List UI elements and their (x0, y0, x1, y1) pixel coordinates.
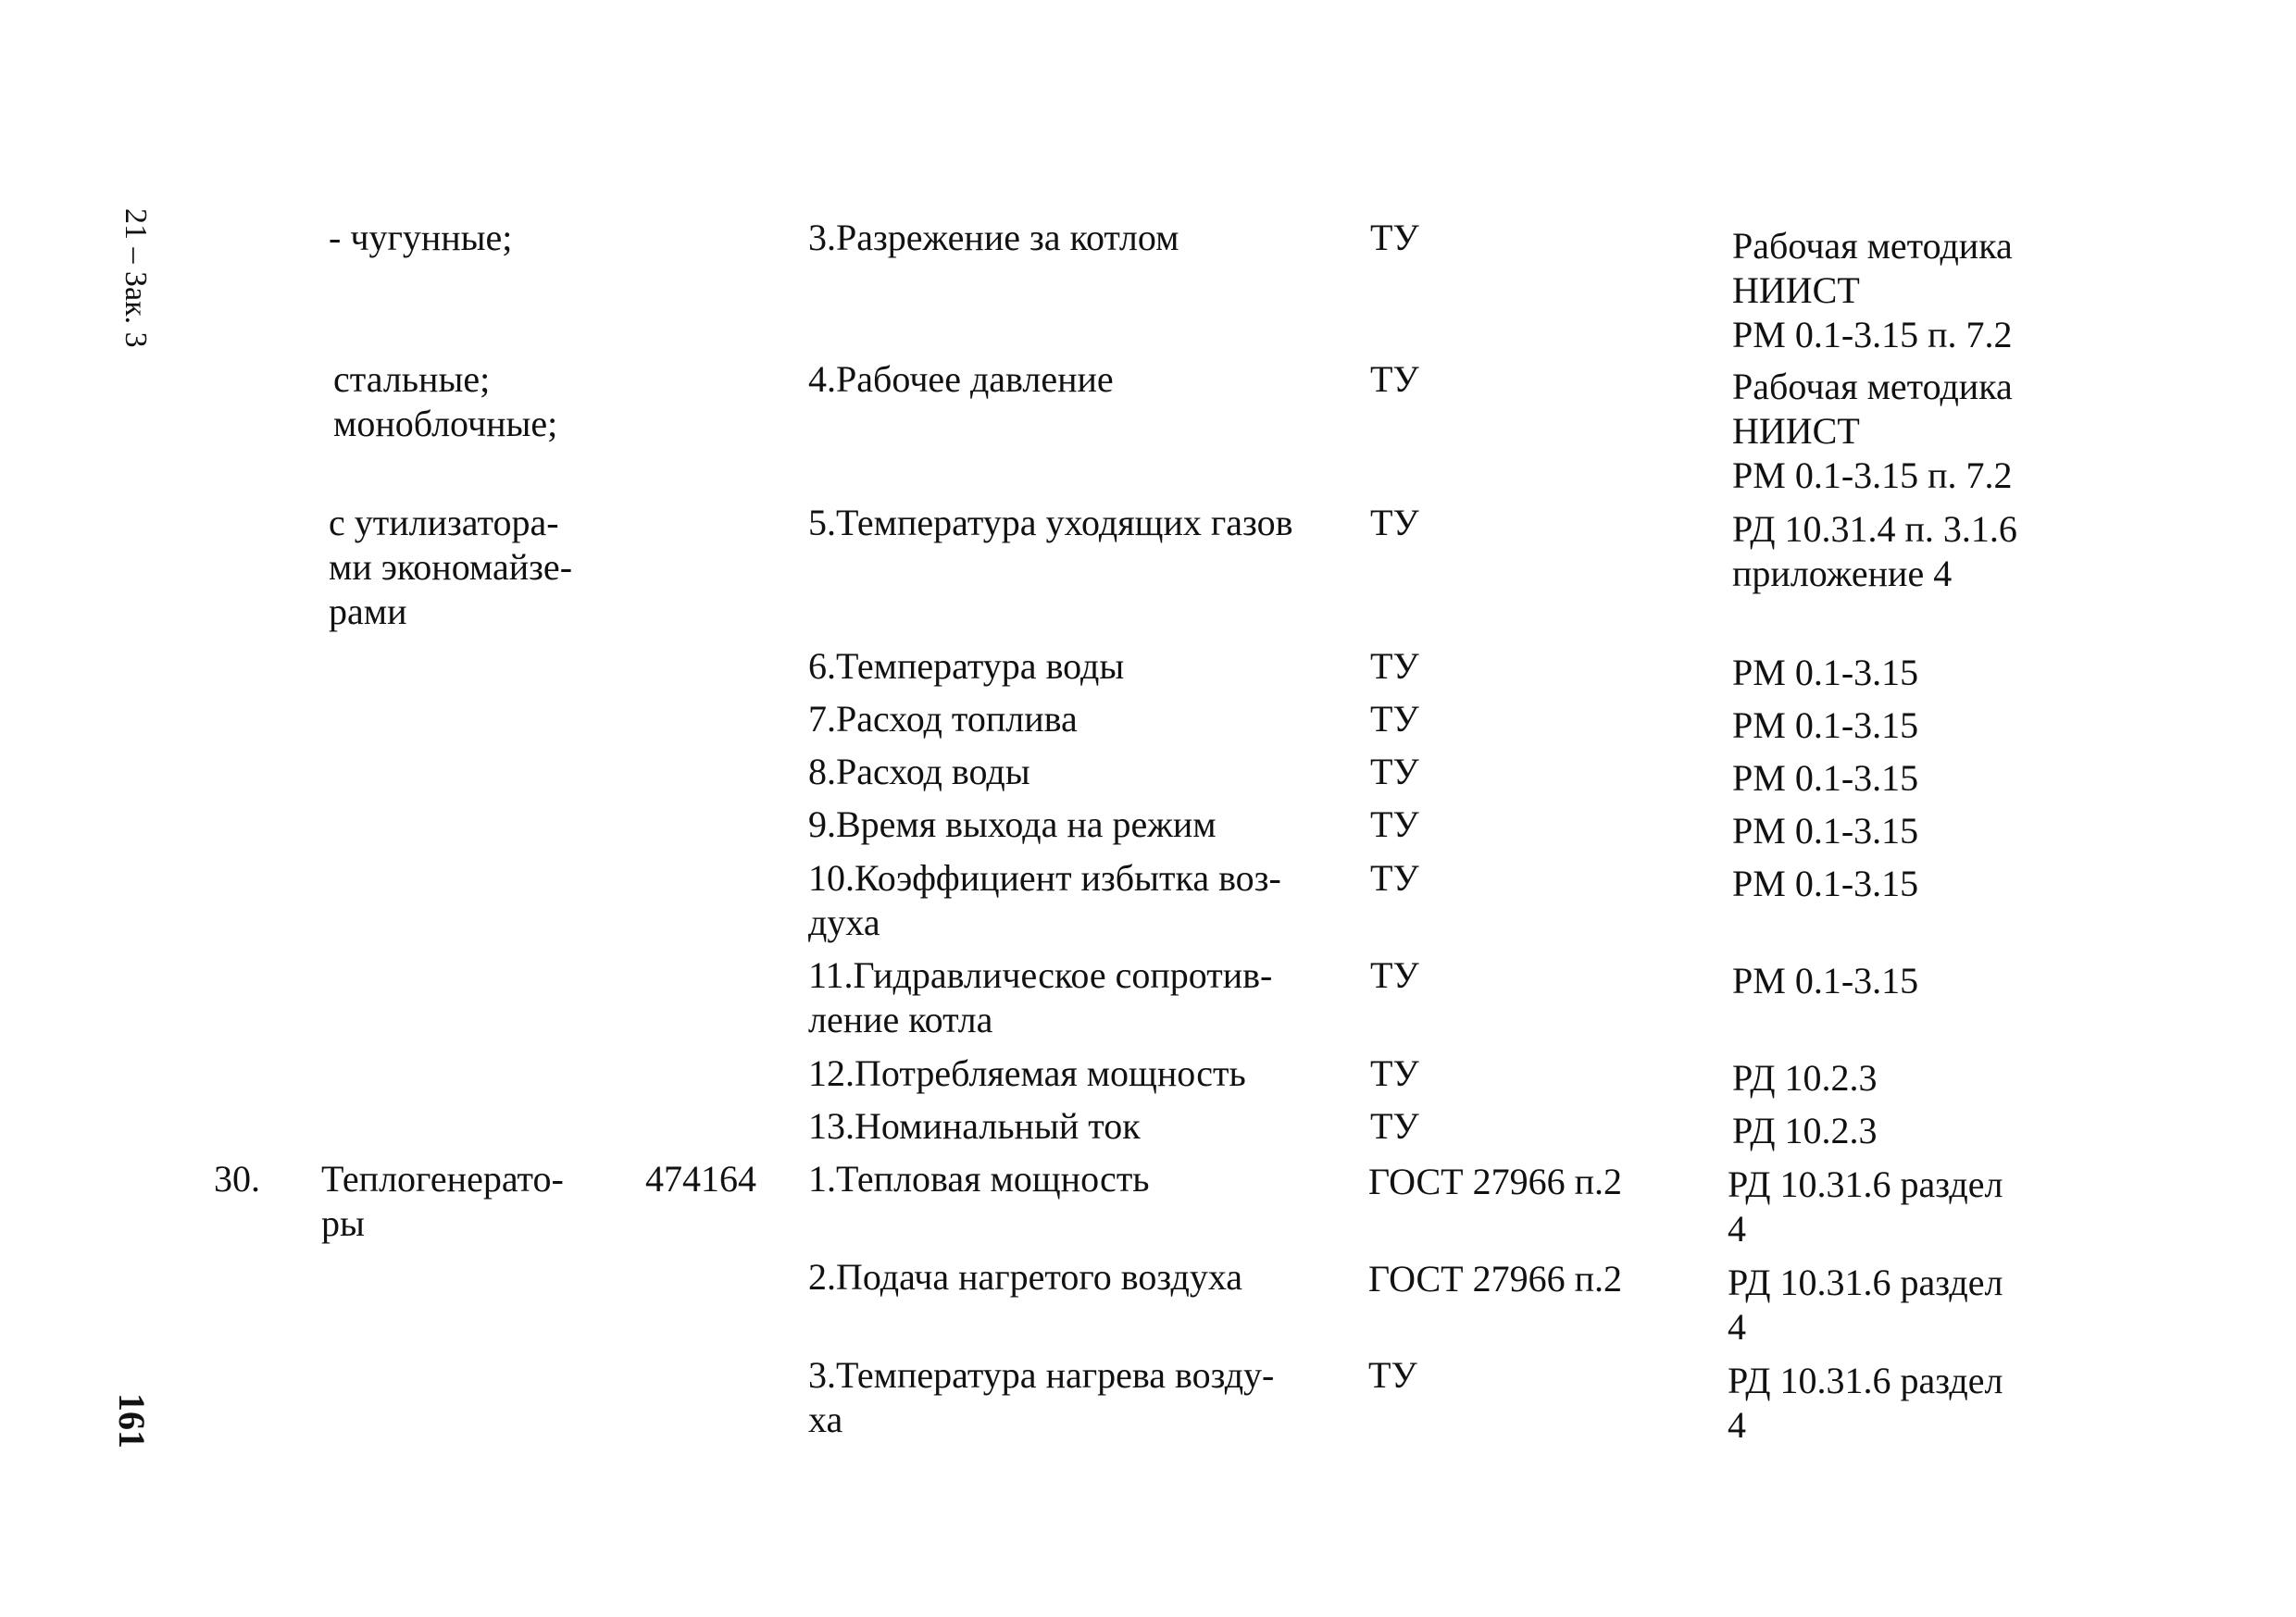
norm-cell: ТУ (1370, 954, 1419, 996)
object-cell: с утилизатора- ми экономайзе- рами (329, 502, 573, 632)
parameter-cell: 10.Коэффициент избытка воз- духа (808, 857, 1281, 943)
norm-cell: ТУ (1368, 1354, 1417, 1396)
parameter-cell: 8.Расход воды (808, 751, 1030, 792)
norm-cell: ТУ (1370, 645, 1419, 687)
method-cell: РМ 0.1-3.15 (1732, 652, 1919, 693)
parameter-cell: 3.Разрежение за котлом (808, 217, 1179, 258)
parameter-cell: 6.Температура воды (808, 645, 1125, 687)
number-cell: 30. (214, 1158, 260, 1200)
parameter-cell: 3.Температура нагрева возду- ха (808, 1354, 1275, 1440)
norm-cell: ТУ (1370, 358, 1419, 400)
parameter-cell: 4.Рабочее давление (808, 358, 1114, 400)
parameter-cell: 7.Расход топлива (808, 698, 1078, 740)
norm-cell: ТУ (1370, 857, 1419, 899)
method-cell: РД 10.2.3 (1732, 1110, 1878, 1151)
parameter-cell: 1.Тепловая мощность (808, 1158, 1150, 1200)
object-cell: стальные; моноблочные; (333, 358, 558, 444)
method-cell: РД 10.2.3 (1732, 1057, 1878, 1099)
object-cell: Теплогенерато- ры (321, 1158, 564, 1244)
method-cell: РМ 0.1-3.15 (1732, 810, 1919, 852)
code-cell: 474164 (645, 1158, 756, 1200)
method-cell: РД 10.31.4 п. 3.1.6 приложение 4 (1732, 508, 2017, 594)
method-cell: РД 10.31.6 раздел 4 (1728, 1163, 2003, 1250)
parameter-cell: 2.Подача нагретого воздуха (808, 1256, 1243, 1298)
parameter-cell: 11.Гидравлическое сопротив- ление котла (808, 954, 1273, 1040)
method-cell: РМ 0.1-3.15 (1732, 757, 1919, 799)
norm-cell: ТУ (1370, 751, 1419, 792)
norm-cell: ТУ (1370, 502, 1419, 543)
parameter-cell: 12.Потребляемая мощность (808, 1052, 1246, 1094)
norm-cell: ТУ (1370, 1105, 1419, 1147)
method-cell: РД 10.31.6 раздел 4 (1728, 1262, 2003, 1348)
parameter-cell: 5.Температура уходящих газов (808, 502, 1293, 543)
method-cell: РД 10.31.6 раздел 4 (1728, 1360, 2003, 1446)
norm-cell: ГОСТ 27966 п.2 (1368, 1161, 1623, 1202)
method-cell: РМ 0.1-3.15 (1732, 704, 1919, 746)
method-cell: РМ 0.1-3.15 (1732, 960, 1919, 1001)
page-number: 161 (111, 1393, 153, 1449)
norm-cell: ТУ (1370, 803, 1419, 845)
norm-cell: ГОСТ 27966 п.2 (1368, 1258, 1623, 1300)
norm-cell: ТУ (1370, 217, 1419, 258)
method-cell: Рабочая методика НИИСТ РМ 0.1-3.15 п. 7.2 (1732, 225, 2013, 355)
norm-cell: ТУ (1370, 1052, 1419, 1094)
object-cell: - чугунные; (329, 217, 513, 258)
order-note: 21 – Зак. 3 (119, 208, 153, 348)
parameter-cell: 13.Номинальный ток (808, 1105, 1141, 1147)
method-cell: Рабочая методика НИИСТ РМ 0.1-3.15 п. 7.2 (1732, 366, 2013, 496)
parameter-cell: 9.Время выхода на режим (808, 803, 1217, 845)
norm-cell: ТУ (1370, 698, 1419, 740)
method-cell: РМ 0.1-3.15 (1732, 863, 1919, 904)
